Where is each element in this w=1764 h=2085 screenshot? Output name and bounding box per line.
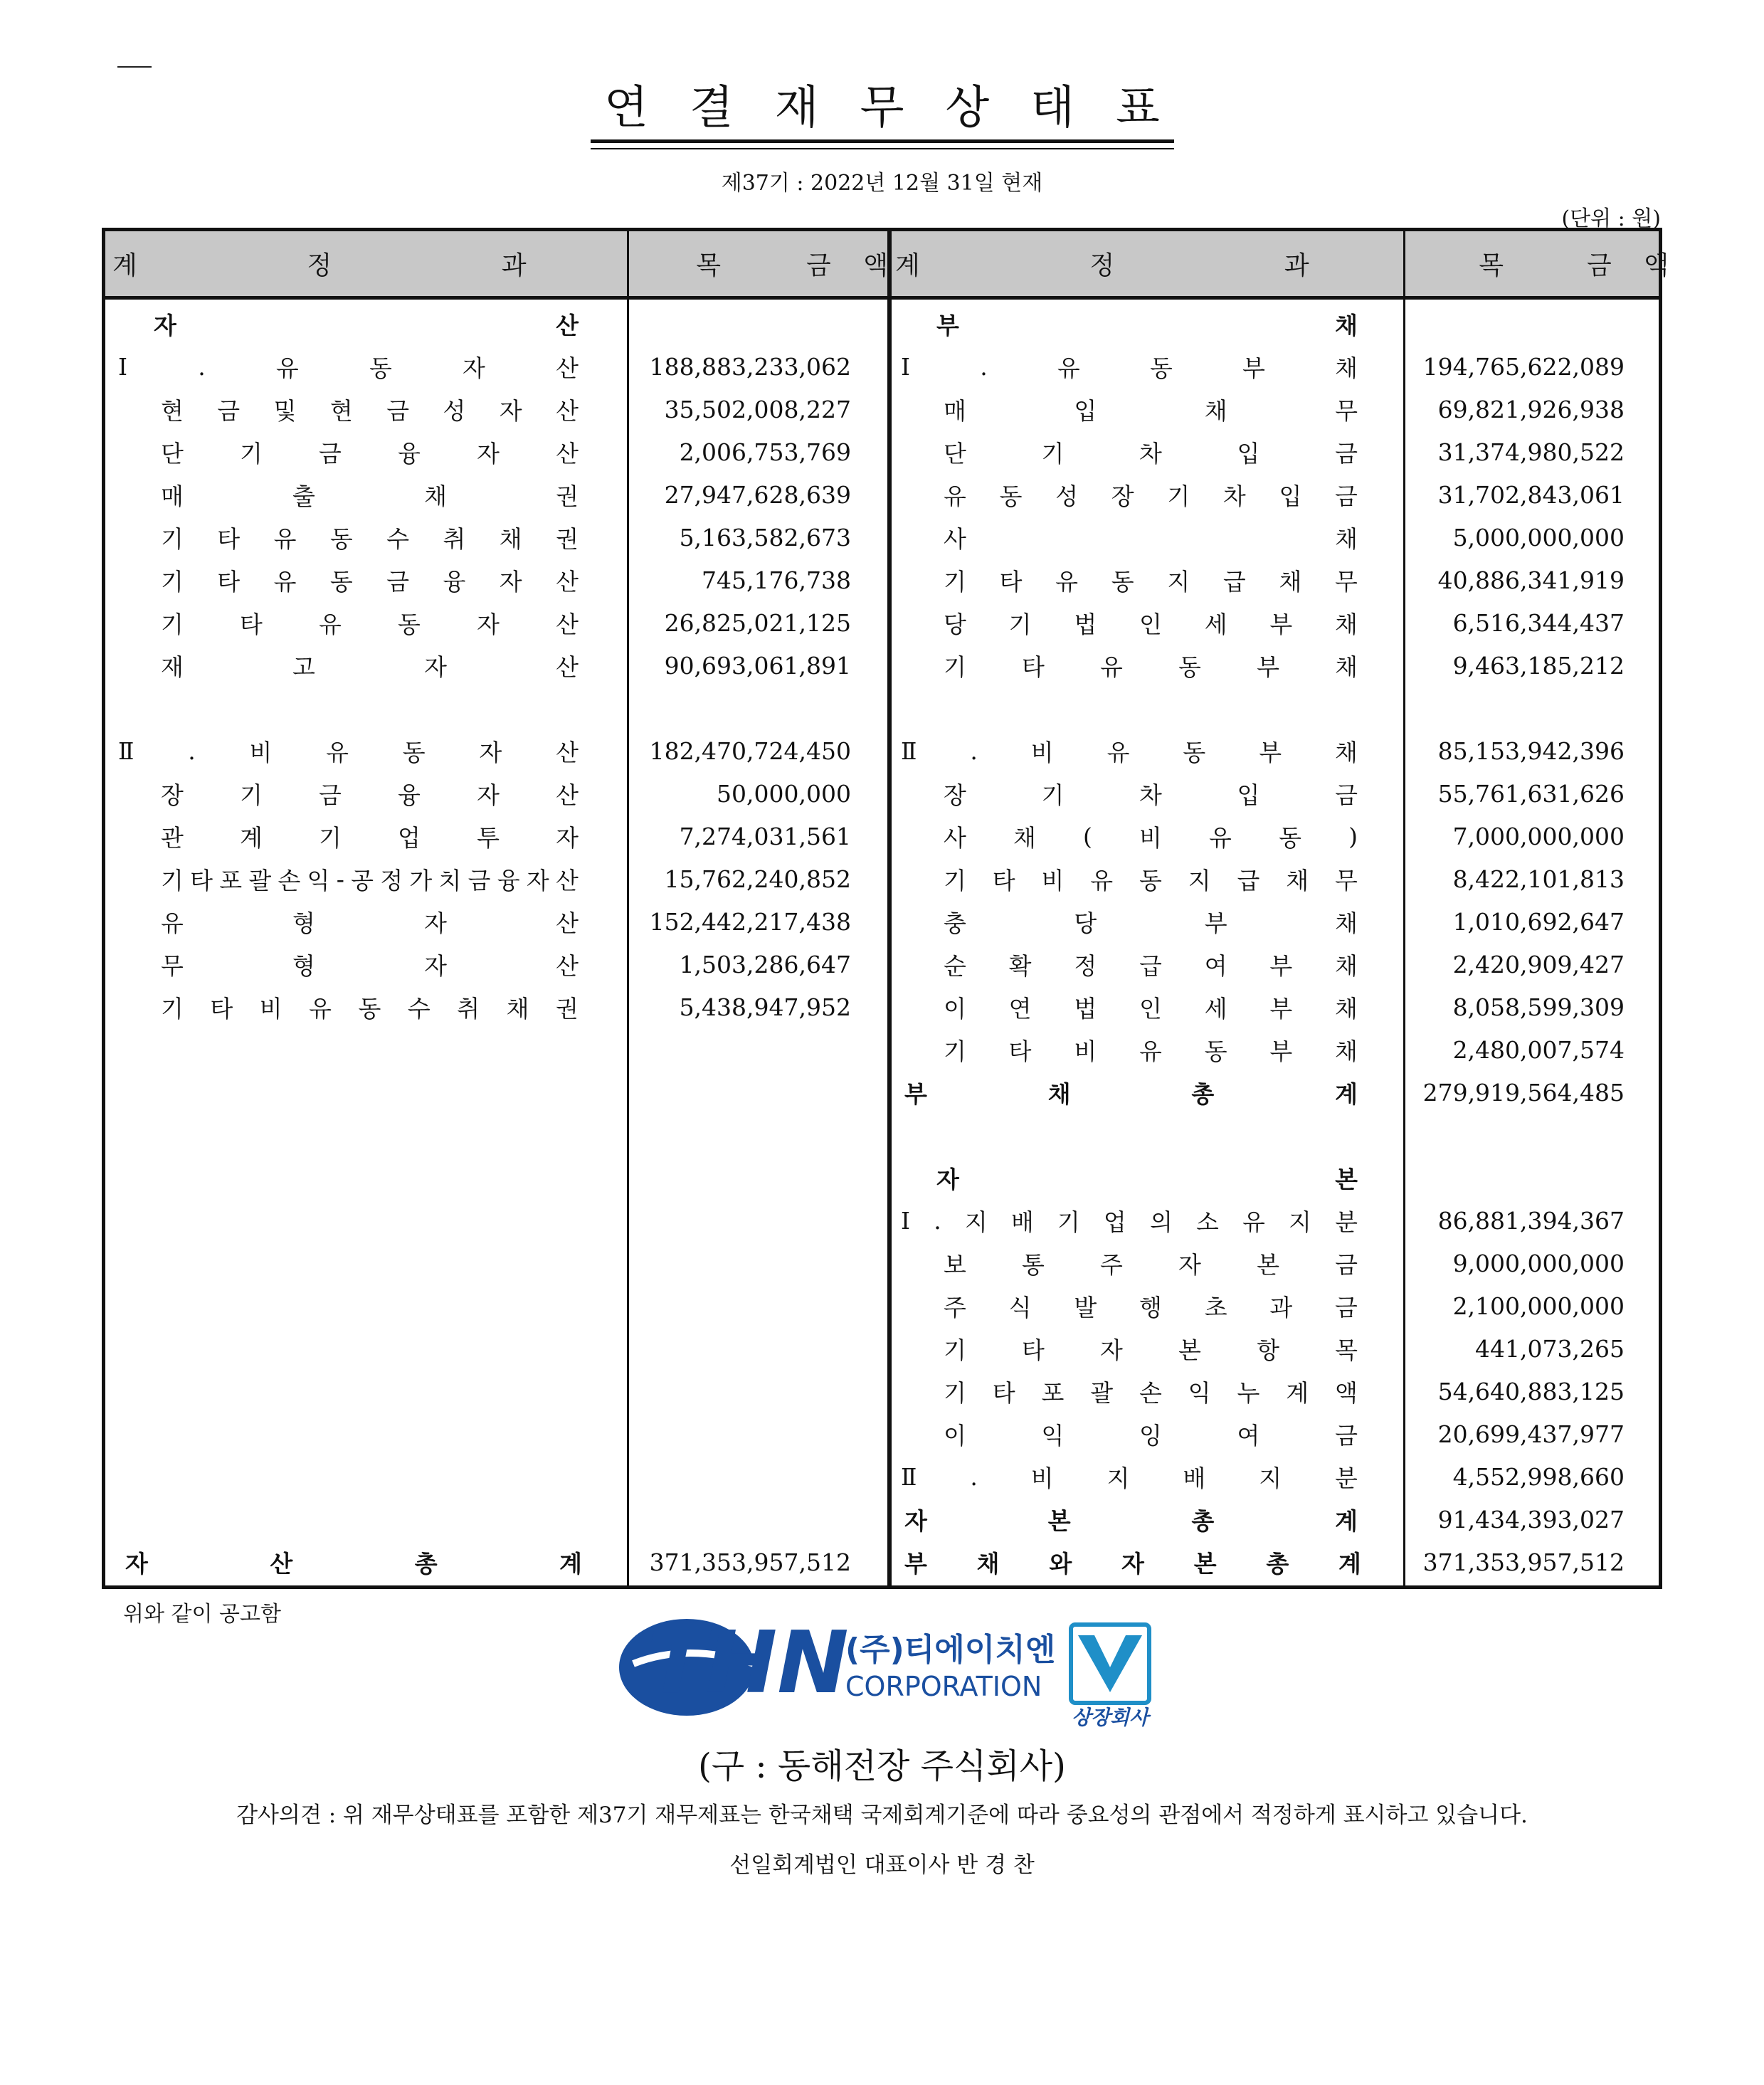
account-amount: 152,442,217,438 <box>649 907 851 936</box>
logo-name-ko: (주)티에이치엔 <box>845 1632 1056 1668</box>
header-account-left: 계 정 과 목 <box>112 251 721 280</box>
account-label: 순 확 정 급 여 부 채 <box>944 951 1358 980</box>
account-amount: 8,422,101,813 <box>1452 865 1625 893</box>
account-amount: 441,073,265 <box>1475 1334 1625 1363</box>
account-group-label: Ⅱ . 비 유 동 자 산 <box>118 737 579 766</box>
header-amount-left: 금 액 <box>806 251 888 280</box>
account-label: 기 타 비 유 동 지 급 채 무 <box>944 866 1358 894</box>
account-amount: 54,640,883,125 <box>1437 1377 1625 1405</box>
account-amount: 50,000,000 <box>717 779 851 808</box>
account-amount: 2,100,000,000 <box>1452 1292 1625 1320</box>
account-label: 주 식 발 행 초 과 금 <box>944 1293 1358 1321</box>
account-label: 이 연 법 인 세 부 채 <box>944 994 1358 1023</box>
account-label: 기 타 유 동 수 취 채 권 <box>161 524 579 553</box>
account-label: 기 타 유 동 자 산 <box>161 610 579 638</box>
section-heading: 부 채 <box>936 311 1358 339</box>
account-amount: 745,176,738 <box>702 566 851 594</box>
account-amount: 5,163,582,673 <box>679 523 851 551</box>
company-logo <box>619 1614 1160 1735</box>
account-group-label: Ⅱ . 비 지 배 지 분 <box>901 1462 1358 1492</box>
account-label: 당 기 법 인 세 부 채 <box>944 610 1358 638</box>
account-group-label: Ⅰ . 지 배 기 업 의 소 유 지 분 <box>901 1206 1358 1236</box>
account-label: 기 타 포 괄 손 익 - 공 정 가 치 금 융 자 산 <box>161 865 579 894</box>
account-amount: 27,947,628,639 <box>664 480 851 509</box>
fiscal-period: 제37기 : 2022년 12월 31일 현재 <box>721 171 1043 196</box>
account-label: 현 금 및 현 금 성 자 산 <box>161 396 579 425</box>
header-account-right: 계 정 과 목 <box>895 251 1504 280</box>
account-label: 기 타 비 유 동 부 채 <box>944 1037 1358 1065</box>
account-label: 기 타 유 동 지 급 채 무 <box>944 567 1358 596</box>
table-header <box>105 231 1669 300</box>
account-label: 사 채 ( 비 유 동 ) <box>944 822 1358 852</box>
account-amount: 182,470,724,450 <box>649 737 851 765</box>
grand-total-label: 부 채 와 자 본 총 계 <box>904 1549 1361 1578</box>
divider-center <box>887 231 892 1585</box>
account-amount: 9,463,185,212 <box>1452 651 1625 680</box>
account-label: 매 출 채 권 <box>161 482 579 510</box>
account-label: 기 타 자 본 항 목 <box>944 1336 1358 1364</box>
logo-mark: THN <box>648 1614 849 1713</box>
grand-total-amount: 371,353,957,512 <box>1422 1548 1625 1576</box>
account-label: 충 당 부 채 <box>944 909 1358 937</box>
balance-sheet-table <box>102 228 1669 1589</box>
company-former-name: (구 : 동해전장 주식회사) <box>698 1746 1066 1786</box>
account-group-label: Ⅰ . 유 동 자 산 <box>118 352 579 382</box>
total-label: 자 본 총 계 <box>904 1506 1358 1535</box>
account-label: 장 기 금 융 자 산 <box>161 781 579 809</box>
grand-total-amount: 371,353,957,512 <box>649 1548 851 1576</box>
account-amount: 9,000,000,000 <box>1452 1249 1625 1277</box>
account-label: 이 익 잉 여 금 <box>944 1421 1358 1450</box>
account-label: 사 채 <box>944 524 1358 553</box>
account-label: 유 형 자 산 <box>161 909 579 937</box>
announcement-note: 위와 같이 공고함 <box>123 1602 281 1627</box>
audit-opinion: 감사의견 : 위 재무상태표를 포함한 제37기 재무제표는 한국채택 국제회계기준에 따라 중요성의 관점에서 적정하게 표시하고 있습니다. <box>236 1802 1528 1828</box>
account-label: 기 타 포 괄 손 익 누 계 액 <box>944 1378 1358 1407</box>
account-amount: 2,006,753,769 <box>679 438 851 466</box>
account-amount: 5,000,000,000 <box>1452 523 1625 551</box>
account-amount: 188,883,233,062 <box>649 352 851 381</box>
account-amount: 85,153,942,396 <box>1437 737 1625 765</box>
account-label: 유 동 성 장 기 차 입 금 <box>944 482 1358 510</box>
account-amount: 8,058,599,309 <box>1452 993 1625 1021</box>
account-label: 무 형 자 산 <box>161 951 579 980</box>
account-group-label: Ⅰ . 유 동 부 채 <box>901 352 1358 382</box>
account-group-label: Ⅱ . 비 유 동 부 채 <box>901 737 1358 766</box>
account-amount: 91,434,393,027 <box>1437 1505 1625 1534</box>
account-label: 보 통 주 자 본 금 <box>944 1250 1358 1279</box>
section-heading: 자 산 <box>154 311 579 339</box>
corner-mark <box>117 66 152 68</box>
account-label: 단 기 금 융 자 산 <box>161 439 579 468</box>
account-label: 기 타 비 유 동 수 취 채 권 <box>161 994 579 1023</box>
account-amount: 20,699,437,977 <box>1437 1420 1625 1448</box>
account-amount: 31,702,843,061 <box>1437 480 1625 509</box>
account-amount: 7,274,031,561 <box>679 822 851 850</box>
account-amount: 55,761,631,626 <box>1437 779 1625 808</box>
account-label: 장 기 차 입 금 <box>944 781 1358 809</box>
auditor-signature: 선일회계법인 대표이사 반 경 찬 <box>729 1852 1035 1878</box>
account-amount: 6,516,344,437 <box>1452 608 1625 637</box>
account-amount: 2,480,007,574 <box>1452 1035 1625 1064</box>
account-amount: 69,821,926,938 <box>1437 395 1625 423</box>
account-amount: 4,552,998,660 <box>1452 1462 1625 1491</box>
account-amount: 7,000,000,000 <box>1452 822 1625 850</box>
document-title: 연결재무상태표 <box>604 82 1201 134</box>
account-amount: 90,693,061,891 <box>664 651 851 680</box>
account-amount: 40,886,341,919 <box>1437 566 1625 594</box>
total-label: 부 채 총 계 <box>904 1080 1358 1108</box>
account-amount: 279,919,564,485 <box>1422 1078 1625 1107</box>
logo-badge-text: 상장회사 <box>1071 1706 1149 1729</box>
account-label: 기 타 유 동 금 융 자 산 <box>161 567 579 596</box>
account-amount: 5,438,947,952 <box>679 993 851 1021</box>
account-label: 기 타 유 동 부 채 <box>944 653 1358 681</box>
account-amount: 35,502,008,227 <box>664 395 851 423</box>
account-label: 단 기 차 입 금 <box>944 439 1358 468</box>
account-amount: 26,825,021,125 <box>664 608 851 637</box>
account-label: 매 입 채 무 <box>944 396 1358 425</box>
account-amount: 15,762,240,852 <box>664 865 851 893</box>
account-amount: 86,881,394,367 <box>1437 1206 1625 1235</box>
account-amount: 2,420,909,427 <box>1452 950 1625 978</box>
account-amount: 1,010,692,647 <box>1452 907 1625 936</box>
account-amount: 31,374,980,522 <box>1437 438 1625 466</box>
unit-label: (단위 : 원) <box>1561 206 1661 231</box>
title-underline-thin <box>591 148 1174 149</box>
logo-name-en: CORPORATION <box>845 1671 1042 1702</box>
header-amount-right: 금 액 <box>1587 251 1669 280</box>
section-heading: 자 본 <box>936 1165 1358 1193</box>
account-label: 관 계 기 업 투 자 <box>161 823 579 852</box>
grand-total-label: 자 산 총 계 <box>125 1549 582 1578</box>
account-amount: 1,503,286,647 <box>679 950 851 978</box>
title-underline <box>591 139 1174 143</box>
account-label: 재 고 자 산 <box>161 653 579 681</box>
account-amount: 194,765,622,089 <box>1422 352 1625 381</box>
